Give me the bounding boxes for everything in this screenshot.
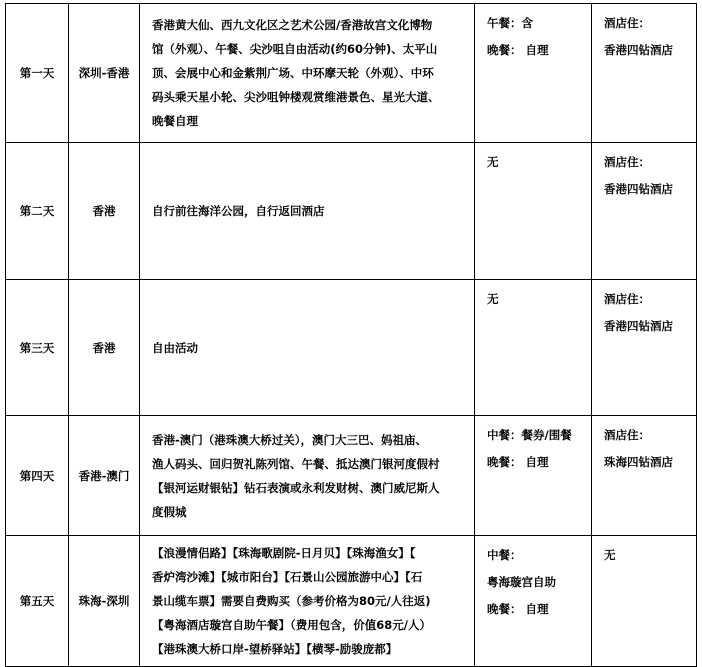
table-row (6, 4, 697, 143)
day-cell: 第一天 (6, 4, 69, 143)
itinerary-table (5, 3, 697, 667)
activity-line: 景山缆车票】需要自费购买（参考价格为80元/人往返) (152, 594, 431, 608)
activity-line: 香港黄大仙、西九文化区之艺术公园/香港故宫文化博物 (152, 18, 433, 32)
meal-line: 晚餐： 自理 (487, 455, 549, 469)
hotel-cell (592, 4, 697, 143)
activity-line: 【港珠澳大桥口岸-望桥驿站】【横琴-励骏庞都】 (152, 642, 398, 656)
meal-cell (475, 143, 592, 280)
meal-cell (475, 536, 592, 667)
day-cell: 第三天 (6, 280, 69, 416)
activity-cell (140, 416, 475, 536)
hotel-cell (592, 280, 697, 416)
hotel-line: 香港四钻酒店 (604, 43, 673, 57)
day-cell: 第五天 (6, 536, 69, 667)
hotel-line: 香港四钻酒店 (604, 182, 673, 196)
route-cell: 香港 (69, 280, 140, 416)
hotel-line: 酒店住： (604, 16, 650, 30)
activity-line: 顶、会展中心和金紫荆广场、中环摩天轮（外观）、中环 (152, 66, 434, 80)
route-cell: 香港-澳门 (69, 416, 140, 536)
activity-line: 【银河运财银钻】钻石表演或永利发财树、澳门威尼斯人 (152, 480, 440, 495)
activity-line: 【浪漫情侣路】【珠海歌剧院-日月贝】【珠海渔女】【 (152, 546, 416, 560)
hotel-line: 香港四钻酒店 (604, 319, 673, 333)
table-row (6, 280, 697, 416)
meal-line: 中餐： (487, 548, 522, 562)
route-cell: 珠海-深圳 (69, 536, 140, 667)
hotel-cell (592, 536, 697, 667)
hotel-line: 无 (604, 548, 616, 562)
activity-line: 【粤海酒店璇宫自助午餐】（费用包含，价值68元/人） (152, 618, 431, 632)
activity-line: 香港-澳门（港珠澳大桥过关），澳门大三巴、妈祖庙、 (152, 432, 428, 447)
activity-line: 自行前往海洋公园，自行返回酒店 (152, 204, 325, 218)
hotel-line: 酒店住： (604, 428, 650, 442)
activity-line: 渔人码头、回归贺礼陈列馆、午餐、抵达澳门银河度假村 (152, 456, 440, 471)
activity-cell (140, 143, 475, 280)
meal-line: 无 (487, 292, 499, 306)
activity-line: 馆（外观）、午餐、尖沙咀自由活动(约60分钟)、太平山 (152, 42, 438, 56)
hotel-line: 珠海四钻酒店 (604, 455, 673, 469)
day-cell: 第四天 (6, 416, 69, 536)
meal-line: 中餐：餐券/围餐 (487, 428, 572, 442)
hotel-cell (592, 143, 697, 280)
table-row (6, 416, 697, 536)
meal-line: 午餐：含 (487, 16, 533, 30)
meal-line: 无 (487, 155, 499, 169)
hotel-line: 酒店住： (604, 155, 650, 169)
table-row (6, 536, 697, 667)
activity-line: 香炉湾沙滩】【城市阳台】【石景山公园旅游中心】【石 (152, 570, 423, 584)
table-row (6, 143, 697, 280)
route-cell: 香港 (69, 143, 140, 280)
hotel-line: 酒店住： (604, 292, 650, 306)
meal-line: 粤海璇宫自助 (487, 575, 556, 589)
activity-line: 码头乘天星小轮、尖沙咀钟楼观赏维港景色、星光大道、 (152, 90, 440, 104)
route-cell: 深圳-香港 (69, 4, 140, 143)
activity-cell (140, 536, 475, 667)
activity-line: 晚餐自理 (152, 114, 198, 128)
meal-cell (475, 280, 592, 416)
meal-cell (475, 416, 592, 536)
meal-cell (475, 4, 592, 143)
activity-line: 自由活动 (152, 340, 198, 355)
hotel-cell (592, 416, 697, 536)
meal-line: 晚餐： 自理 (487, 602, 549, 616)
meal-line: 晚餐： 自理 (487, 43, 549, 57)
activity-line: 度假城 (152, 504, 187, 519)
day-cell: 第二天 (6, 143, 69, 280)
activity-cell (140, 280, 475, 416)
activity-cell (140, 4, 475, 143)
